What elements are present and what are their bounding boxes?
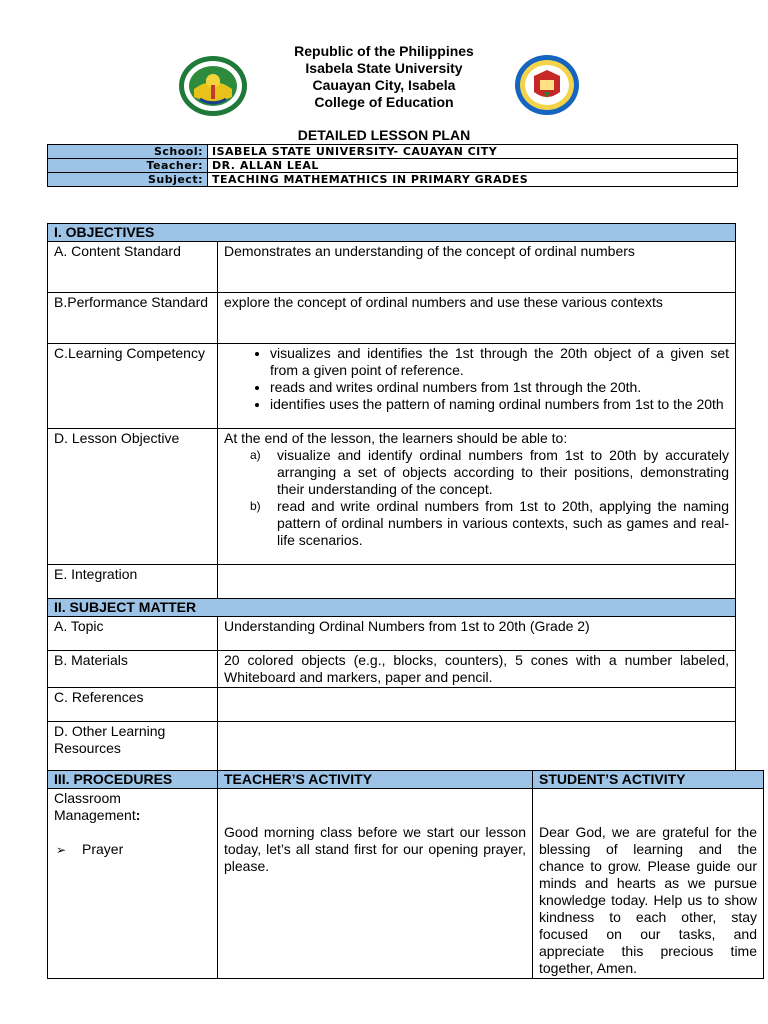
objectives-heading: I. OBJECTIVES [48,224,736,242]
content-standard-value: Demonstrates an understanding of the concept of ordinal numbers [218,242,736,293]
school-value: ISABELA STATE UNIVERSITY- CAUAYAN CITY [208,145,738,159]
student-prayer-cell [533,789,764,979]
teacher-prayer-text: Good morning class before we start our lesson today, let’s all stand first for our opening prayer, please. [224,824,526,874]
competency-item: • identifies uses the pattern of naming ordinal numbers from 1st to the 20th [270,396,729,413]
performance-standard-label: B.Performance Standard [48,293,218,344]
header-line-2: Isabela State University [305,60,463,76]
procedures-table [47,770,764,979]
subject-value: TEACHING MATHEMATHICS IN PRIMARY GRADES [208,173,738,187]
college-of-education-seal [514,54,580,116]
header-line-1: Republic of the Philippines [294,43,474,59]
topic-row [48,617,736,651]
integration-value [218,565,736,599]
item-marker: a) [250,448,261,462]
student-prayer-text: Dear God, we are grateful for the blessing of learning and the chance to grow. Please guide our minds and hearts as we pursue knowledge today. Help us to show kindness to each other, stay focused on our tasks, and appreciate this precious time together, Amen. [539,824,757,976]
institution-header [250,43,518,111]
competency-item: • visualizes and identifies the 1st through the 20th object of a given set from a given point of reference. [270,345,729,379]
references-label: C. References [48,688,218,722]
lesson-objective-value [218,429,736,565]
prayer-row [48,789,764,979]
classroom-management-cell [48,789,218,979]
procedures-heading: III. PROCEDURES [48,771,218,789]
header-line-4: College of Education [314,94,454,110]
item-text: read and write ordinal numbers from 1st to 20th, applying the naming pattern of ordinal numbers in various contexts, such as games and real-life scenarios. [277,498,729,548]
subject-label: Subject: [48,173,208,187]
header-line-3: Cauayan City, Isabela [312,77,456,93]
lesson-objective-item [250,447,729,498]
lesson-objective-intro: At the end of the lesson, the learners should be able to: [224,430,568,446]
teacher-value: DR. ALLAN LEAL [208,159,738,173]
other-resources-label: D. Other Learning Resources [48,722,218,773]
teacher-prayer-cell [218,789,533,979]
performance-standard-value: explore the concept of ordinal numbers and use these various contexts [218,293,736,344]
learning-competency-row [48,344,736,429]
student-activity-heading: STUDENT’S ACTIVITY [533,771,764,789]
item-text: visualize and identify ordinal numbers from 1st to 20th by accurately arranging a set of objects according to their positions, demonstrating their understanding of the concept. [277,447,729,497]
materials-value: 20 colored objects (e.g., blocks, counters), 5 cones with a number labeled, Whiteboard and markers, paper and pencil. [218,651,736,688]
content-standard-label: A. Content Standard [48,242,218,293]
info-row-school [48,145,738,159]
integration-row [48,565,736,599]
objectives-section-row [48,224,736,242]
lesson-objective-item [250,498,729,549]
competency-list [224,345,729,413]
content-standard-row [48,242,736,293]
performance-standard-row [48,293,736,344]
info-row-teacher [48,159,738,173]
prayer-item [54,841,211,859]
materials-label: B. Materials [48,651,218,688]
teacher-activity-heading: TEACHER’S ACTIVITY [218,771,533,789]
lesson-objective-row [48,429,736,565]
lesson-objective-list [224,447,729,549]
school-label: School: [48,145,208,159]
references-row [48,688,736,722]
integration-label: E. Integration [48,565,218,599]
learning-competency-label: C.Learning Competency [48,344,218,429]
teacher-label: Teacher: [48,159,208,173]
procedures-header-row [48,771,764,789]
references-value [218,688,736,722]
lesson-plan-table [47,223,736,773]
info-table [47,144,738,187]
competency-item: • reads and writes ordinal numbers from 1st through the 20th. [270,379,729,396]
isabela-state-university-seal [178,55,248,117]
materials-row [48,651,736,688]
topic-label: A. Topic [48,617,218,651]
subject-matter-section-row [48,599,736,617]
classroom-management-label: Classroom Management: [54,790,141,823]
item-marker: b) [250,499,261,513]
lesson-objective-label: D. Lesson Objective [48,429,218,565]
subject-matter-heading: II. SUBJECT MATTER [48,599,736,617]
topic-value: Understanding Ordinal Numbers from 1st to 20th (Grade 2) [218,617,736,651]
learning-competency-value [218,344,736,429]
arrow-bullet-icon: ➢ [56,843,67,857]
document-title: DETAILED LESSON PLAN [297,127,471,143]
other-resources-value [218,722,736,773]
prayer-label: Prayer [82,841,124,857]
info-row-subject [48,173,738,187]
other-resources-row [48,722,736,773]
